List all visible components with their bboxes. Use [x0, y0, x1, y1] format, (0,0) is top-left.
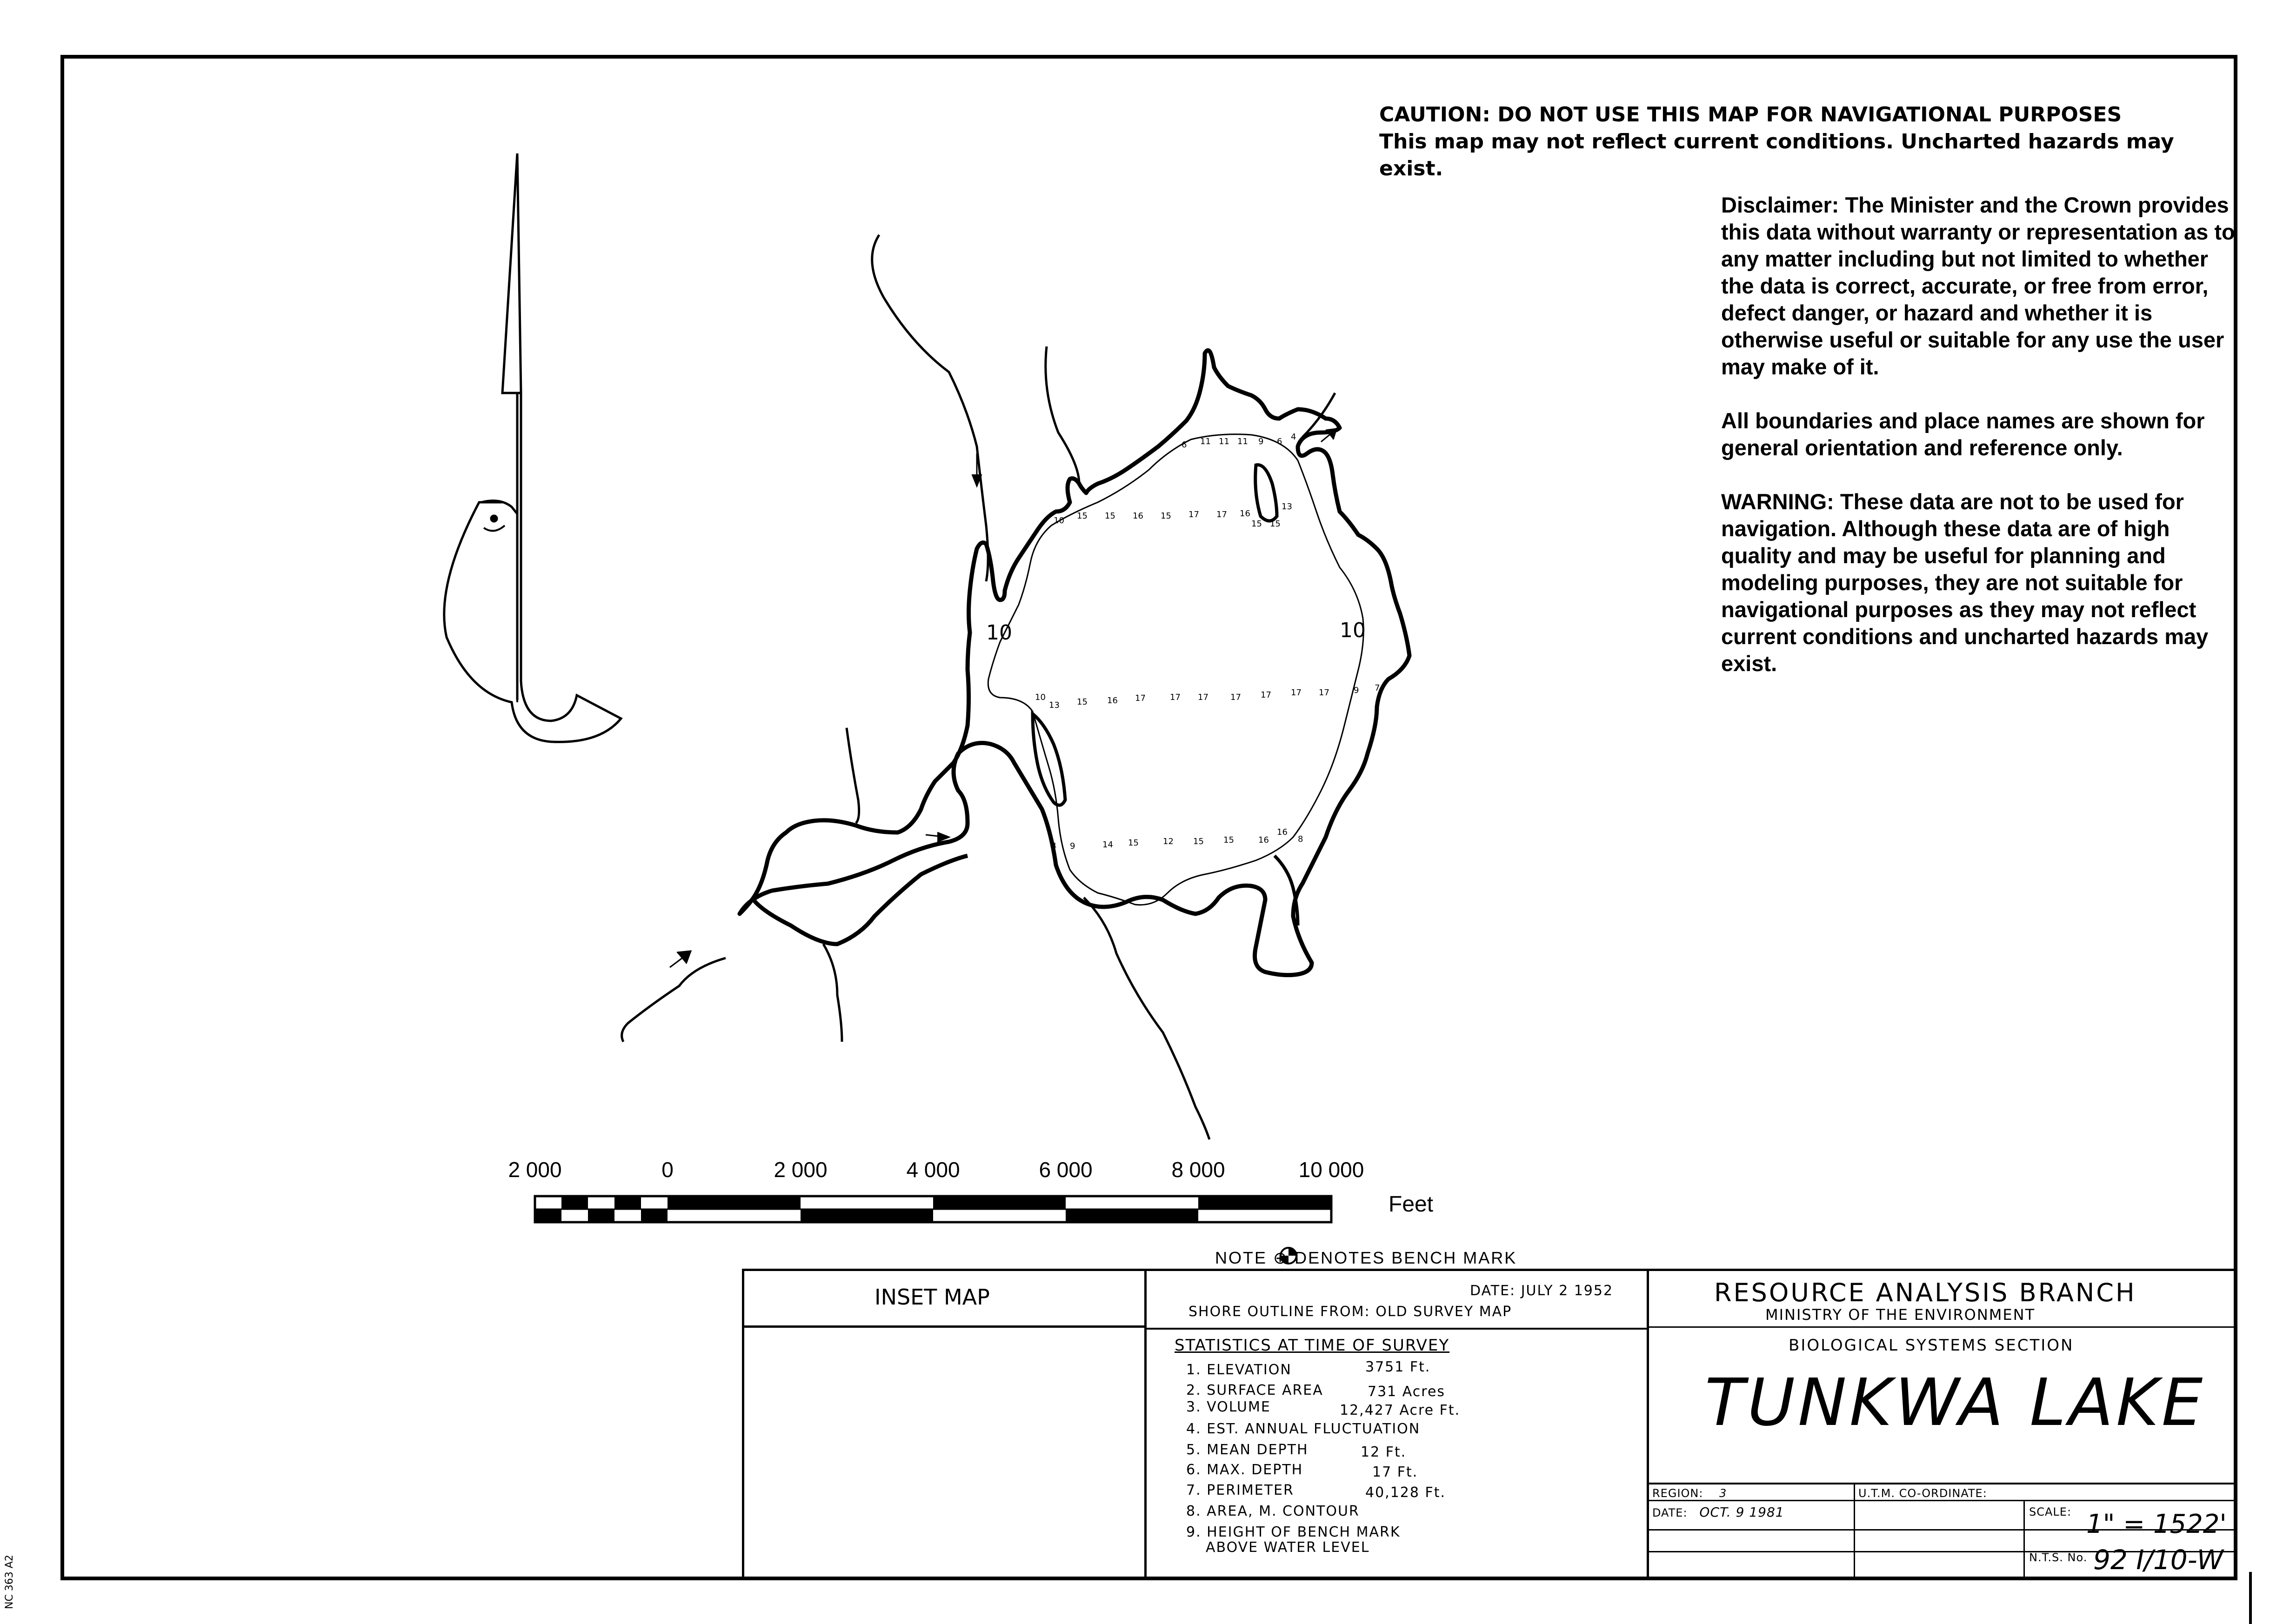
- caution-line-1: CAUTION: DO NOT USE THIS MAP FOR NAVIGATIONAL PURPOSES: [1379, 103, 2122, 126]
- sounding: 8: [1298, 834, 1303, 844]
- bench-mark-note: NOTE ⊕ DENOTES BENCH MARK: [1215, 1248, 1517, 1267]
- scale-label: 10 000: [1298, 1158, 1364, 1182]
- soundings-middle: [1035, 683, 1380, 710]
- stat-value: 12,427 Acre Ft.: [1340, 1402, 1461, 1418]
- sounding: 15: [1161, 511, 1171, 521]
- sounding: 15: [1128, 838, 1139, 848]
- sounding: 15: [1105, 511, 1115, 521]
- stat-value: 40,128 Ft.: [1365, 1484, 1446, 1501]
- stat-label: 3. VOLUME: [1186, 1399, 1271, 1415]
- sounding: 17: [1170, 692, 1181, 702]
- survey-date-value: JULY 2 1952: [1521, 1283, 1614, 1299]
- branch-divider: [1649, 1326, 2237, 1328]
- contour-label-west: 10: [986, 621, 1012, 645]
- margin-code: NC 363 A2: [4, 1555, 15, 1609]
- stat-value: 731 Acres: [1368, 1384, 1446, 1400]
- sounding: 15: [1251, 519, 1262, 529]
- stat-label: 6. MAX. DEPTH: [1186, 1462, 1303, 1478]
- scale-label: 2 000: [774, 1158, 828, 1182]
- nts-value: 92 I/10-W: [2093, 1544, 2223, 1576]
- western-channel: [754, 856, 968, 944]
- stat-label: 9. HEIGHT OF BENCH MARK: [1186, 1524, 1401, 1540]
- stat-row: [1206, 1539, 1369, 1556]
- sounding: 16: [1107, 696, 1118, 706]
- shore-outline-label: SHORE OUTLINE FROM:: [1188, 1304, 1370, 1320]
- sounding: 17: [1188, 510, 1199, 519]
- stats-divider: [1147, 1328, 1649, 1330]
- sounding: 11: [1237, 437, 1248, 446]
- stat-row: [1186, 1524, 1401, 1540]
- sounding: 10: [1054, 516, 1064, 526]
- streams: [622, 235, 1335, 1139]
- survey-date: [1470, 1283, 1613, 1299]
- shore-outline: [1188, 1304, 1512, 1320]
- sounding: 9: [1354, 686, 1359, 695]
- stat-row: [1186, 1382, 1323, 1398]
- sounding: 6: [1277, 437, 1282, 446]
- warning-paragraph: WARNING: These data are not to be used for navigation. Although these data are of high quality and may be useful for planning and modeling purposes, they are not suitable for navigational purposes as they may not reflect current conditions and uncharted hazards may exist.: [1721, 489, 2209, 676]
- sounding: 9: [1258, 437, 1264, 446]
- sounding: 15: [1077, 511, 1088, 521]
- sounding: 9: [1070, 841, 1075, 851]
- sounding: 17: [1319, 688, 1329, 698]
- stat-label: 7. PERIMETER: [1186, 1482, 1294, 1498]
- scale-label: 0: [661, 1158, 674, 1182]
- scale-label: 8 000: [1171, 1158, 1225, 1182]
- drawn-date-value: OCT. 9 1981: [1699, 1504, 1784, 1520]
- stat-row: [1186, 1442, 1309, 1458]
- north-arrow-icon: [444, 153, 621, 742]
- inset-divider: [742, 1325, 1147, 1328]
- region: [1652, 1487, 1727, 1500]
- info-col-divider-1: [1854, 1483, 1855, 1580]
- region-value: 3: [1719, 1487, 1727, 1500]
- stat-row: [1186, 1482, 1294, 1498]
- info-top-line: [1649, 1483, 2237, 1484]
- sounding: 13: [1282, 502, 1292, 512]
- scale-label-title: SCALE:: [2029, 1505, 2072, 1518]
- stat-label: 2. SURFACE AREA: [1186, 1382, 1323, 1398]
- inset-map-panel: [742, 1269, 1147, 1580]
- caution-line-2: This map may not reflect current conditions. Uncharted hazards may exist.: [1379, 130, 2174, 180]
- sounding: 4: [1291, 432, 1296, 442]
- depth-contour-10ft: [988, 434, 1363, 905]
- sounding: 11: [1200, 437, 1211, 446]
- scale-label: 2 000: [508, 1158, 562, 1182]
- sounding: 15: [1077, 697, 1088, 707]
- sounding: 6: [1182, 440, 1187, 450]
- soundings-lower: [1051, 827, 1303, 851]
- drawn-date-label: DATE:: [1652, 1506, 1688, 1519]
- info-col-divider-2: [2023, 1500, 2025, 1580]
- branch-name: RESOURCE ANALYSIS BRANCH: [1714, 1278, 2136, 1307]
- shore-outline-value: OLD SURVEY MAP: [1375, 1304, 1512, 1320]
- utm-label: U.T.M. CO-ORDINATE:: [1858, 1487, 1987, 1500]
- survey-date-label: DATE:: [1470, 1283, 1516, 1299]
- sounding: 10: [1035, 692, 1046, 702]
- drawn-date: [1652, 1504, 1784, 1520]
- sounding: 17: [1291, 688, 1302, 698]
- sounding: 16: [1258, 835, 1269, 845]
- nts-label: N.T.S. No.: [2029, 1551, 2088, 1564]
- scale-label: 6 000: [1039, 1158, 1093, 1182]
- sounding: 16: [1277, 827, 1288, 837]
- sounding: 17: [1261, 690, 1271, 700]
- stat-label: ABOVE WATER LEVEL: [1206, 1539, 1370, 1556]
- stats-heading: STATISTICS AT TIME OF SURVEY: [1175, 1336, 1450, 1355]
- scale-value: 1" = 1522': [2086, 1509, 2227, 1539]
- sounding: 17: [1135, 693, 1146, 703]
- sounding: 17: [1216, 510, 1227, 519]
- stat-row: [1186, 1421, 1420, 1437]
- sounding: 4: [1051, 841, 1057, 851]
- section-name: BIOLOGICAL SYSTEMS SECTION: [1789, 1336, 2074, 1355]
- sounding: 15: [1223, 835, 1234, 845]
- sounding: 12: [1163, 837, 1174, 846]
- sounding: 17: [1230, 692, 1241, 702]
- stat-label: 5. MEAN DEPTH: [1186, 1442, 1309, 1458]
- ministry-name: MINISTRY OF THE ENVIRONMENT: [1765, 1306, 2036, 1324]
- sounding: 15: [1193, 837, 1204, 846]
- stat-row: [1186, 1462, 1303, 1478]
- scale-unit: Feet: [1389, 1192, 1434, 1217]
- stat-label: 8. AREA, M. CONTOUR: [1186, 1503, 1360, 1519]
- boundaries-paragraph: All boundaries and place names are shown for general orientation and reference only.: [1721, 408, 2205, 460]
- sounding: 13: [1049, 700, 1060, 710]
- stat-row: [1186, 1362, 1292, 1378]
- stat-row: [1186, 1399, 1271, 1415]
- stat-label: 1. ELEVATION: [1186, 1362, 1292, 1378]
- region-label: REGION:: [1652, 1487, 1703, 1500]
- shoreline: [740, 350, 1409, 975]
- stat-value: 3751 Ft.: [1365, 1359, 1431, 1375]
- sounding: 7: [1375, 683, 1380, 693]
- sounding: 16: [1133, 511, 1143, 521]
- contour-label-east: 10: [1340, 619, 1366, 642]
- lake-name: TUNKWA LAKE: [1705, 1365, 2206, 1441]
- island-east: [1255, 465, 1277, 521]
- stat-row: [1186, 1503, 1360, 1519]
- sounding: 14: [1102, 840, 1113, 850]
- stat-value: 12 Ft.: [1361, 1444, 1407, 1460]
- stat-value: 17 Ft.: [1372, 1464, 1418, 1480]
- sounding: 17: [1198, 692, 1208, 702]
- sounding: 11: [1219, 437, 1229, 446]
- disclaimer-paragraph: Disclaimer: The Minister and the Crown provides this data without warranty or representation as to any matter including but not limited to whether the data is correct, accurate, or free from error, defect danger, or hazard and whether it is otherwise useful or suitable for any use the user may make of it.: [1721, 193, 2235, 379]
- sounding: 16: [1240, 509, 1250, 519]
- sounding: 15: [1270, 519, 1281, 529]
- info-line-2: [1649, 1500, 2237, 1501]
- scale-bar: [535, 1196, 1331, 1222]
- stat-label: 4. EST. ANNUAL FLUCTUATION: [1186, 1421, 1421, 1437]
- inset-map-label: INSET MAP: [875, 1285, 990, 1310]
- scale-label: 4 000: [906, 1158, 960, 1182]
